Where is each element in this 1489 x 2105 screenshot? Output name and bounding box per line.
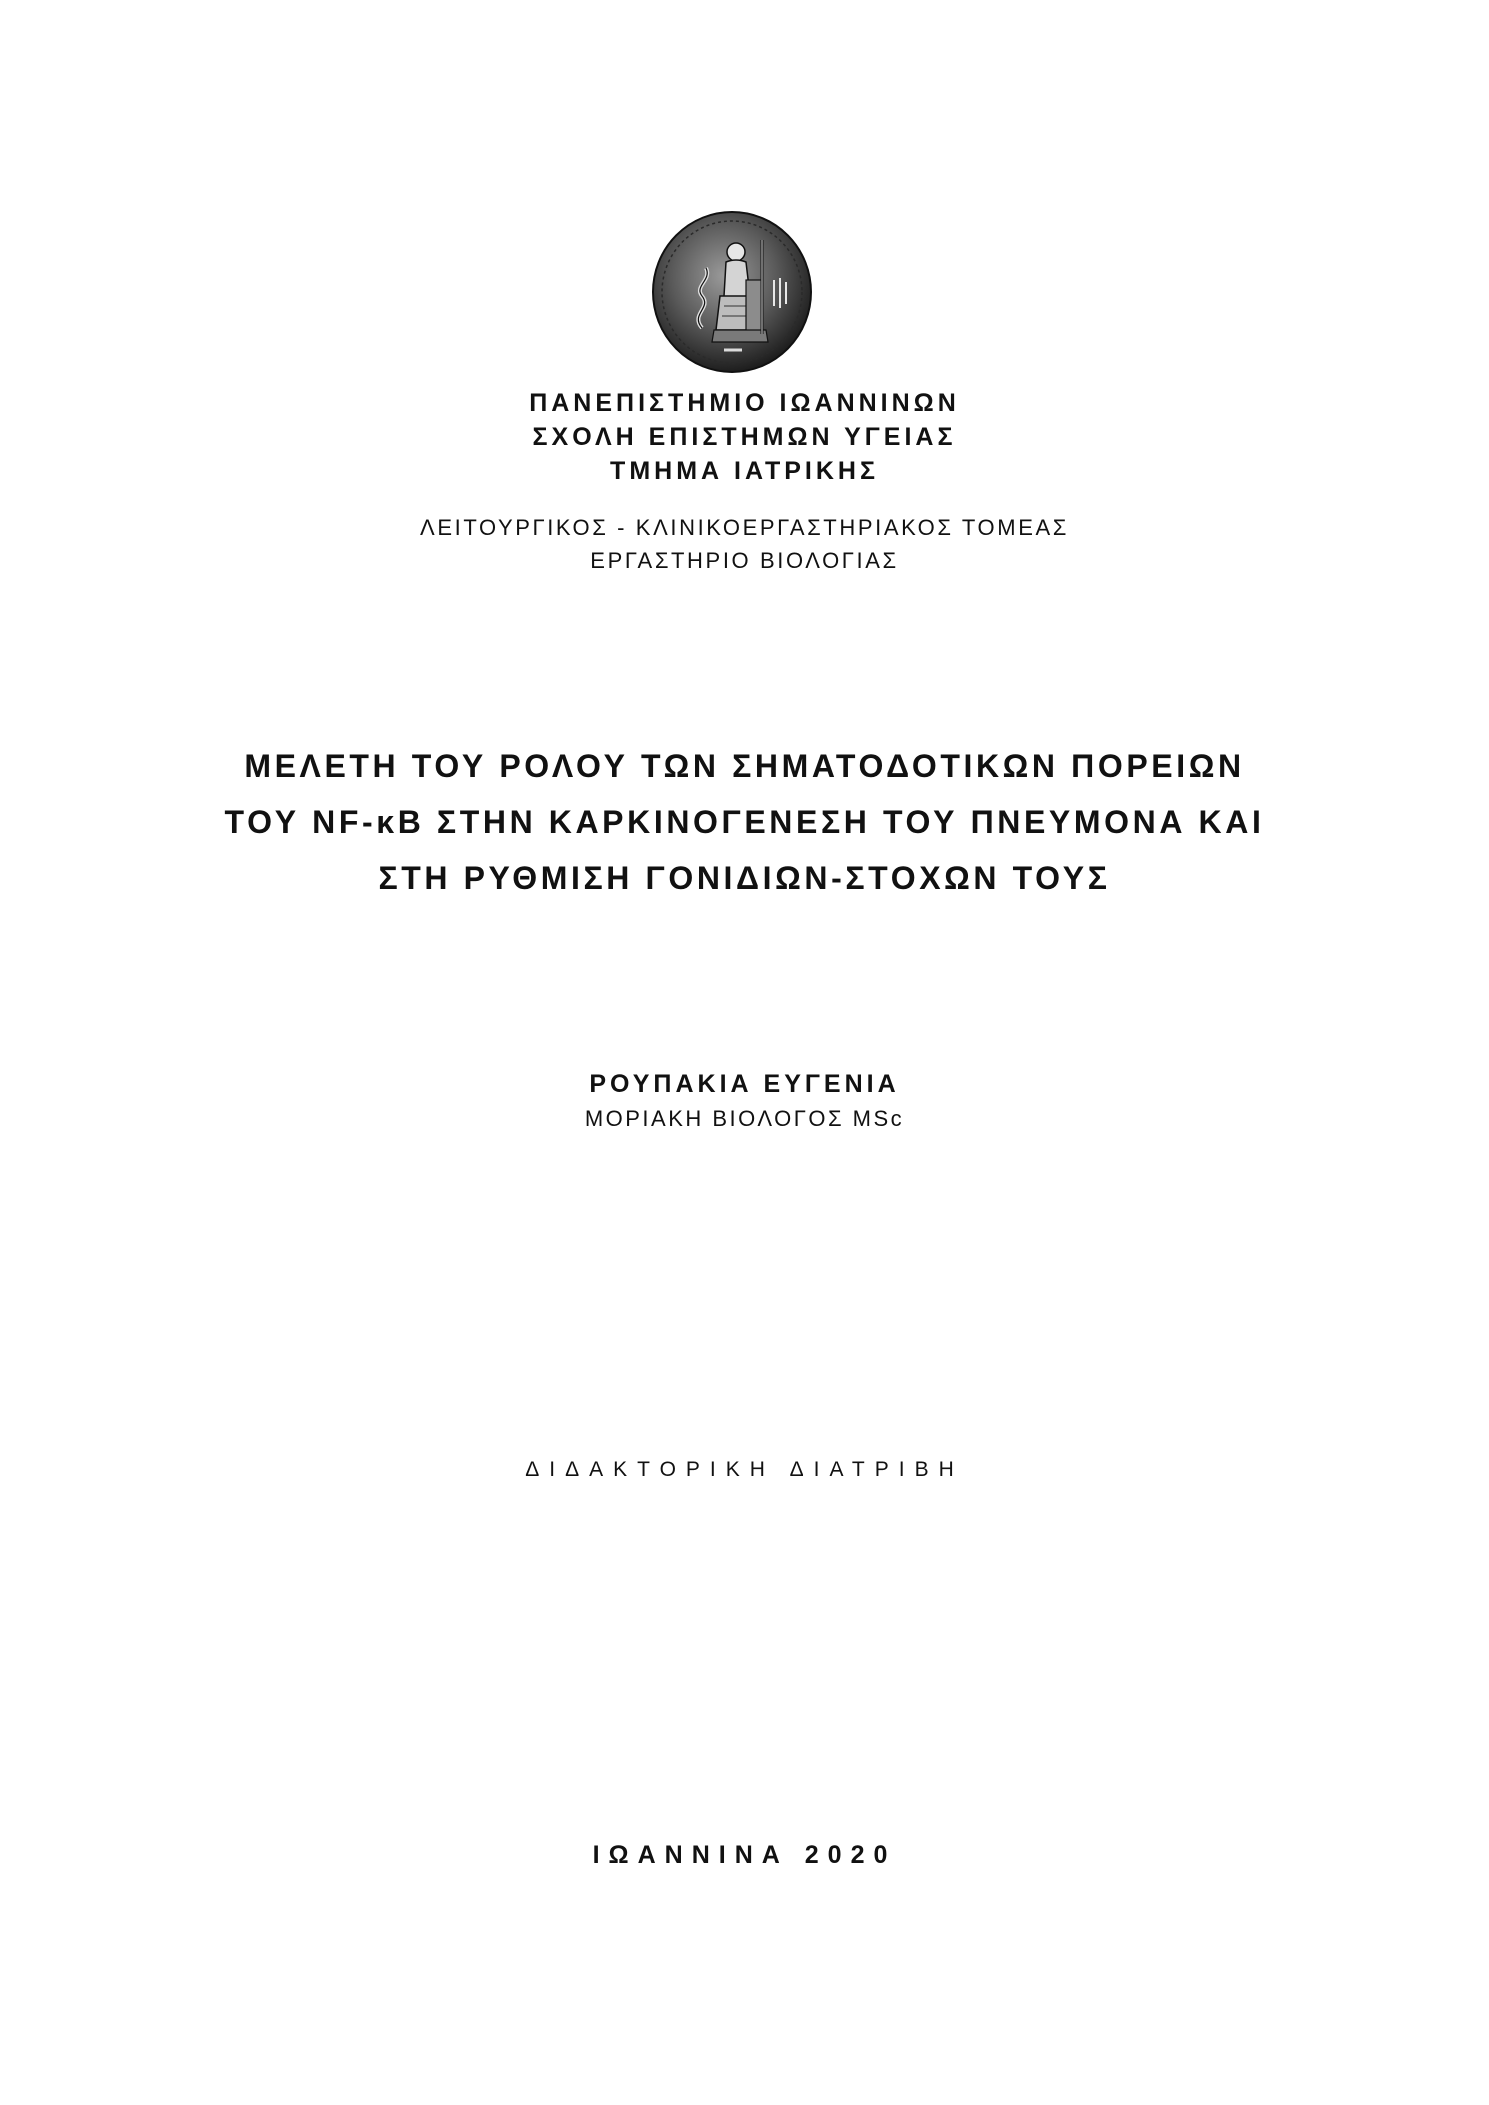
- laboratory-name: ΕΡΓΑΣΤΗΡΙΟ ΒΙΟΛΟΓΙΑΣ: [590, 548, 899, 573]
- faculty-name: ΤΜΗΜΑ ΙΑΤΡΙΚΗΣ: [610, 457, 879, 485]
- title-line-3: ΣΤΗ ΡΥΘΜΙΣΗ ΓΟΝΙΔΙΩΝ-ΣΤΟΧΩΝ ΤΟΥΣ: [378, 860, 1111, 896]
- sector-name: ΛΕΙΤΟΥΡΓΙΚΟΣ - ΚΛΙΝΙΚΟΕΡΓΑΣΤΗΡΙΑΚΟΣ ΤΟΜΕΑΣ: [420, 515, 1069, 540]
- title-line-1: ΜΕΛΕΤΗ ΤΟΥ ΡΟΛΟΥ ΤΩΝ ΣΗΜΑΤΟΔΟΤΙΚΩΝ ΠΟΡΕΙΩΝ: [244, 748, 1245, 784]
- department-block: [0, 511, 1489, 577]
- university-seal-icon: [650, 210, 814, 374]
- university-name: ΠΑΝΕΠΙΣΤΗΜΙΟ ΙΩΑΝΝΙΝΩΝ: [529, 389, 960, 417]
- title-line-2: ΤΟΥ NF-κB ΣΤΗΝ ΚΑΡΚΙΝΟΓΕΝΕΣΗ ΤΟΥ ΠΝΕΥΜΟΝΑ ΚΑΙ: [224, 804, 1265, 840]
- thesis-title: [0, 738, 1489, 906]
- university-header: [0, 386, 1489, 488]
- author-degree: ΜΟΡΙΑΚΗ ΒΙΟΛΟΓΟΣ MSc: [584, 1106, 905, 1131]
- place-year-block: [0, 1838, 1489, 1872]
- thesis-type-block: [0, 1455, 1489, 1485]
- author-block: [0, 1067, 1489, 1137]
- school-name: ΣΧΟΛΗ ΕΠΙΣΤΗΜΩΝ ΥΓΕΙΑΣ: [532, 423, 957, 451]
- place-year: ΙΩΑΝΝΙΝΑ 2020: [592, 1841, 897, 1869]
- thesis-type: ΔΙΔΑΚΤΟΡΙΚΗ ΔΙΑΤΡΙΒΗ: [525, 1458, 964, 1481]
- author-name: ΡΟΥΠΑΚΙΑ ΕΥΓΕΝΙΑ: [589, 1070, 900, 1098]
